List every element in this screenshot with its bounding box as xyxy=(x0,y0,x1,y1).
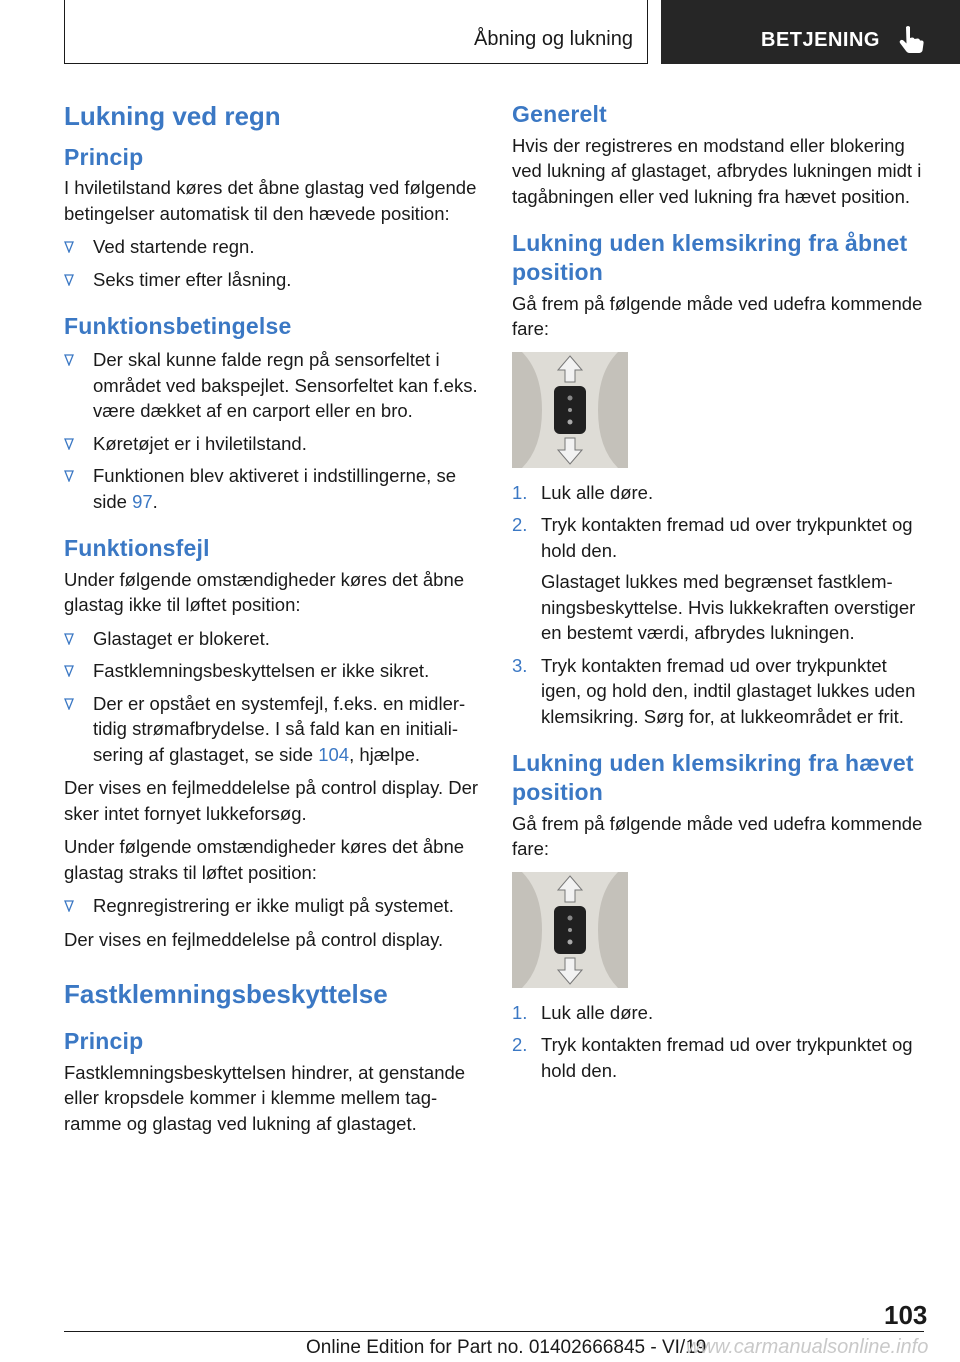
faults-list xyxy=(64,626,482,768)
triangle-bullet-icon xyxy=(64,241,74,253)
triangle-bullet-icon xyxy=(64,900,74,912)
faults-note-2: Under følgende omstændigheder køres det åbne glastag straks til løftet position: xyxy=(64,836,465,883)
header-chapter-title: BETJENING xyxy=(761,29,880,51)
list-item: Ved startende regn. xyxy=(64,234,482,260)
list-item: 2. Tryk kontakten fremad ud over trykpunktet og hold den. xyxy=(512,1034,913,1081)
general-text: Hvis der registreres en modstand eller blokering ved lukning af glastaget, afbrydes lukningen midt i tagåbningen eller ved lukning fra hævet position. xyxy=(512,134,922,207)
list-item: Køretøjet er i hviletilstand. xyxy=(64,431,482,457)
list-item: Seks timer efter låsning. xyxy=(64,267,482,293)
faults-list-2 xyxy=(64,893,482,919)
page-link-104[interactable]: 104 xyxy=(318,743,350,765)
section-title-protection: Fastklemningsbeskyttelse xyxy=(64,979,388,1010)
raised-position-intro: Gå frem på følgende måde ved udefra kommende fare: xyxy=(512,812,923,860)
watermark: www.carmanualsonline.info xyxy=(686,1336,929,1358)
header-section-title: Åbning og lukning xyxy=(473,28,633,50)
raised-position-section xyxy=(512,749,932,1083)
open-position-heading: Lukning uden klemsikring fra åbnet position xyxy=(512,230,908,285)
faults-intro: Under følgende omstændigheder køres det åbne glastag ikke til løftet position: xyxy=(64,568,465,616)
protection-principle-heading: Princip xyxy=(64,1027,144,1054)
section-title-rain: Lukning ved regn xyxy=(64,101,281,131)
faults-note-1: Der vises en fejlmeddelelse på control display. Der sker intet fornyet lukkeforsøg. xyxy=(64,777,479,824)
triangle-bullet-icon xyxy=(64,438,74,450)
faults-heading: Funktionsfejl xyxy=(64,535,210,561)
faults-section xyxy=(64,534,482,952)
header-chapter-box xyxy=(661,0,960,64)
left-column xyxy=(64,100,482,1156)
footer-edition: Online Edition for Part no. 01402666845 - VI/19 xyxy=(306,1337,707,1358)
roof-switch-forward-image xyxy=(512,352,628,468)
protection-text: Fastklemningsbeskyttelsen hindrer, at genstande eller kropsdele kommer i klemme mellem tagramme og glastag ved lukning af glastaget. xyxy=(64,1061,466,1134)
principle-section xyxy=(64,143,482,293)
footer-divider xyxy=(64,1331,924,1332)
principle-text: I hviletilstand køres det åbne glastag ved følgende betingelser automatisk til den hævede position: xyxy=(64,177,477,224)
triangle-bullet-icon xyxy=(64,665,74,677)
principle-list xyxy=(64,234,482,292)
page-number: 103 xyxy=(884,1300,928,1330)
page-link-97[interactable]: 97 xyxy=(132,490,153,512)
protection-section xyxy=(64,978,482,1136)
triangle-bullet-icon xyxy=(64,354,74,366)
right-column xyxy=(512,100,932,1103)
list-item: Glastaget er blokeret. xyxy=(64,626,482,652)
list-item: Fastklemningsbeskyttelsen er ikke sikret. xyxy=(64,658,482,684)
triangle-bullet-icon xyxy=(64,633,74,645)
principle-heading: Princip xyxy=(64,143,144,170)
header-section-box xyxy=(64,0,648,64)
general-section xyxy=(512,100,932,209)
triangle-bullet-icon xyxy=(64,274,74,286)
list-item: Regnregistrering er ikke muligt på systemet. xyxy=(64,893,482,919)
list-item: 3. Tryk kontakten fremad ud over trykpunktet igen, og hold den, indtil glastaget lukkes uden klemsikring. Sørg for, at lukkeområdet er frit. xyxy=(512,654,916,727)
open-position-intro: Gå frem på følgende måde ved udefra kommende fare: xyxy=(512,292,923,340)
general-heading: Generelt xyxy=(512,101,607,127)
roof-switch-forward-image-2 xyxy=(512,872,628,988)
conditions-list xyxy=(64,347,482,514)
list-item: Der skal kunne falde regn på sensorfeltet i området ved bakspejlet. Sensorfeltet kan f.eks. være dækket af en carport eller en bro. xyxy=(64,347,482,424)
list-item: Funktionen blev aktiveret i indstillingerne, se side 97. xyxy=(64,463,482,514)
conditions-section xyxy=(64,312,482,514)
list-item: 1. Luk alle døre. xyxy=(512,1001,654,1023)
hand-pointer-icon xyxy=(895,24,925,54)
raised-position-steps xyxy=(512,1000,932,1084)
faults-note-3: Der vises en fejlmeddelelse på control display. xyxy=(64,928,444,950)
conditions-heading: Funktionsbetingelse xyxy=(64,313,292,340)
list-item: 1. Luk alle døre. xyxy=(512,481,654,503)
triangle-bullet-icon xyxy=(64,698,74,710)
raised-position-heading: Lukning uden klemsikring fra hævet position xyxy=(512,750,914,805)
list-item: 2. Tryk kontakten fremad ud over trykpunktet og hold den. Glastaget lukkes med begrænset fastklemningsbeskyttelse. Hvis lukkekraften overstiger en bestemt værdi, afbrydes lukningen. xyxy=(512,514,916,644)
open-position-section xyxy=(512,229,932,729)
triangle-bullet-icon xyxy=(64,470,74,482)
list-item: Der er opstået en systemfejl, f.eks. en midlertidig strømafbrydelse. I så fald kan en initialisering af glastaget, se side 104, hjælpe. xyxy=(64,691,482,768)
open-position-steps xyxy=(512,480,932,730)
